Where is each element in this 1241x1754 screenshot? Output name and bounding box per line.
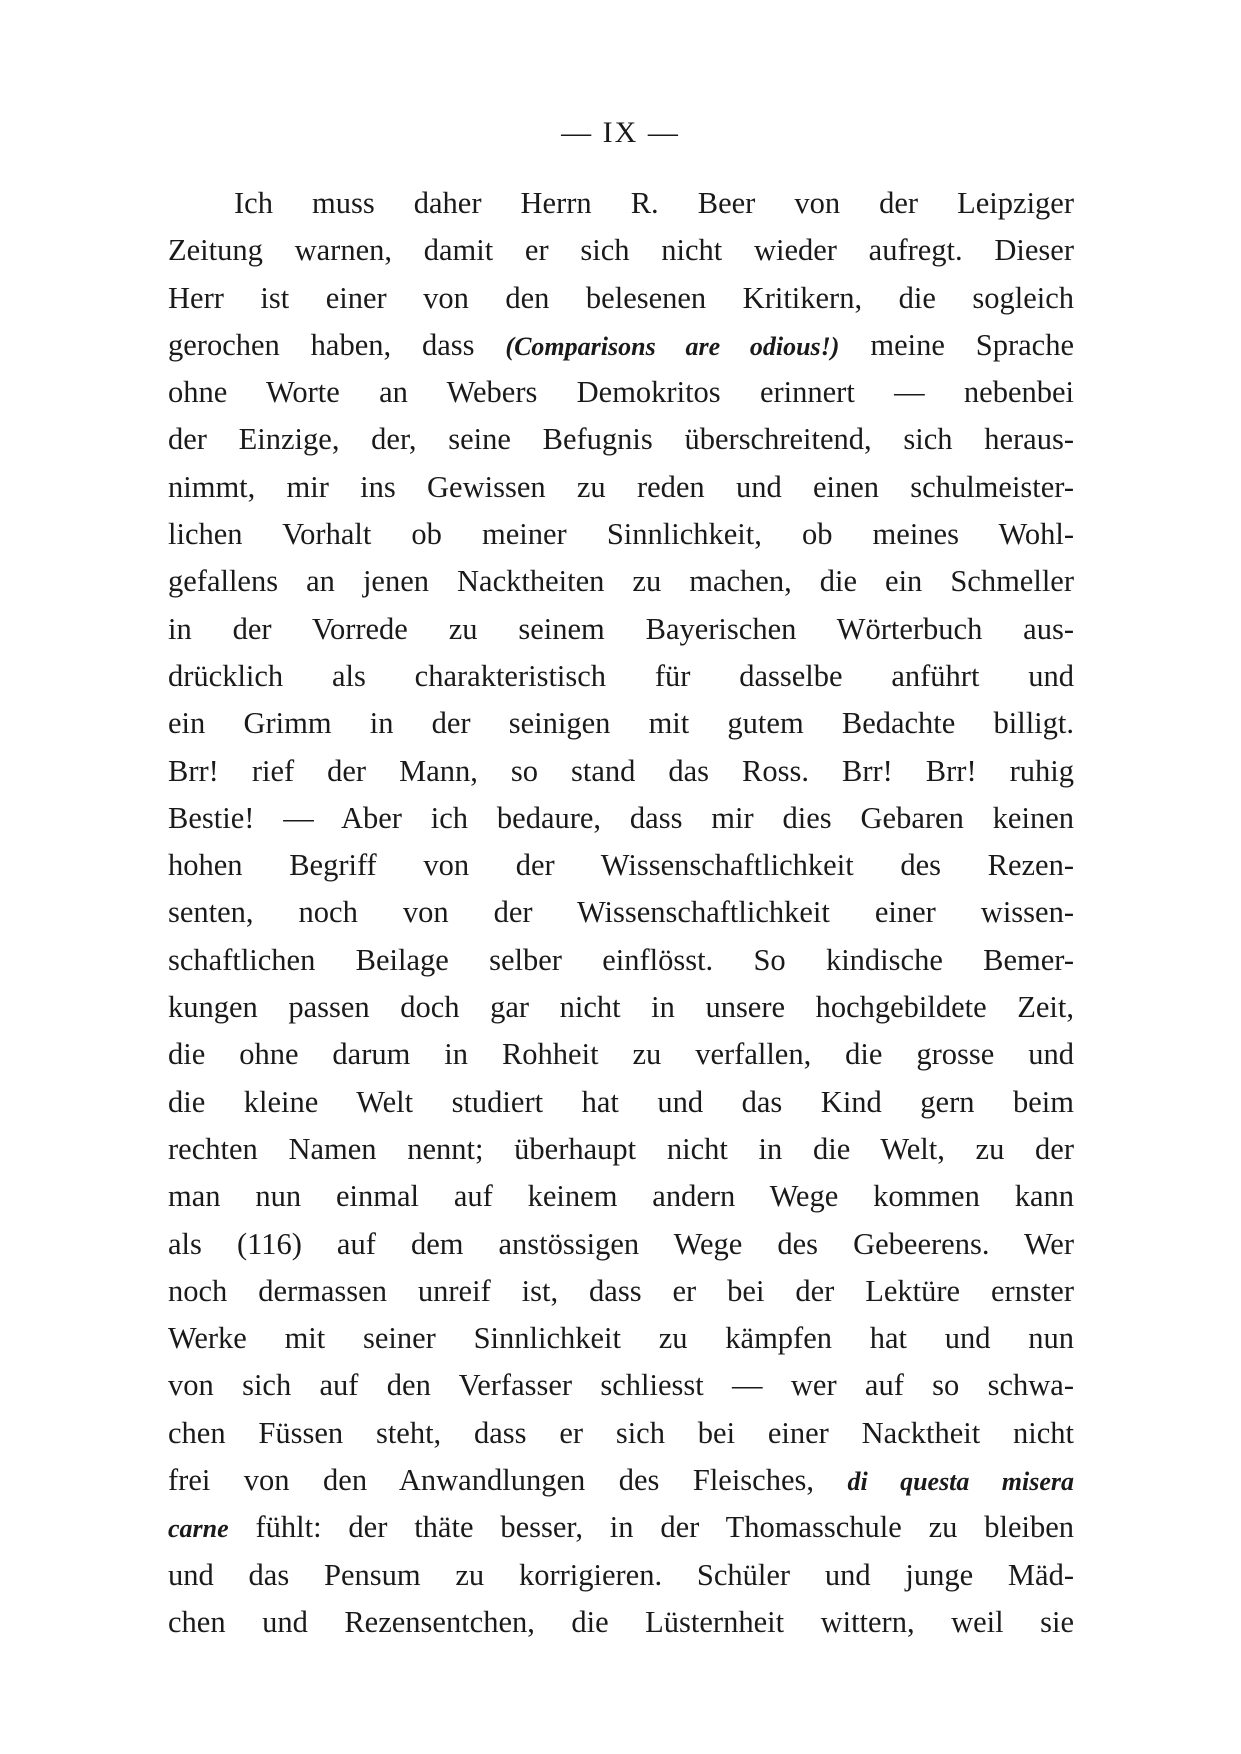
- page-number: — IX —: [561, 116, 680, 149]
- italic-phrase: carne: [168, 1514, 229, 1544]
- text-line: lichen Vorhalt ob meiner Sinnlichkeit, ob meines Wohl-: [168, 517, 1074, 552]
- text-line: die kleine Welt studiert hat und das Kind gern beim: [168, 1084, 1074, 1119]
- text-line: von sich auf den Verfasser schliesst — wer auf so schwa-: [168, 1368, 1074, 1403]
- text-line: die ohne darum in Rohheit zu verfallen, die grosse und: [168, 1037, 1074, 1072]
- text-line: ein Grimm in der seinigen mit gutem Bedachte billigt.: [168, 706, 1074, 741]
- text-line: Ich muss daher Herrn R. Beer von der Leipziger: [234, 186, 1074, 220]
- text-line: hohen Begriff von der Wissenschaftlichkeit des Rezen-: [168, 848, 1074, 883]
- italic-phrase: (Comparisons are odious!): [505, 331, 840, 361]
- text-line: ohne Worte an Webers Demokritos erinnert — nebenbei: [168, 375, 1074, 410]
- text-line: und das Pensum zu korrigieren. Schüler und junge Mäd-: [168, 1557, 1074, 1592]
- text-line: nimmt, mir ins Gewissen zu reden und einen schulmeister-: [168, 469, 1074, 504]
- text-line: in der Vorrede zu seinem Bayerischen Wörterbuch aus-: [168, 611, 1074, 646]
- text-line: schaftlichen Beilage selber einflösst. So kindische Bemer-: [168, 942, 1074, 977]
- italic-phrase: di questa misera: [847, 1467, 1074, 1497]
- text-line: frei von den Anwandlungen des Fleisches, di questa misera: [168, 1463, 1074, 1498]
- body-text: [168, 180, 1074, 1646]
- text-line: rechten Namen nennt; überhaupt nicht in die Welt, zu der: [168, 1131, 1074, 1166]
- text-line: carne fühlt: der thäte besser, in der Thomasschule zu bleiben: [168, 1510, 1074, 1545]
- text-line: noch dermassen unreif ist, dass er bei der Lektüre ernster: [168, 1273, 1074, 1308]
- text-line: gefallens an jenen Nacktheiten zu machen, die ein Schmeller: [168, 564, 1074, 599]
- text-line: der Einzige, der, seine Befugnis überschreitend, sich heraus-: [168, 422, 1074, 457]
- text-line: Zeitung warnen, damit er sich nicht wieder aufregt. Dieser: [168, 233, 1074, 268]
- text-line: chen Füssen steht, dass er sich bei einer Nacktheit nicht: [168, 1415, 1074, 1450]
- text-line: chen und Rezensentchen, die Lüsternheit wittern, weil sie: [168, 1604, 1074, 1639]
- text-line: Herr ist einer von den belesenen Kritikern, die sogleich: [168, 280, 1074, 315]
- text-line: drücklich als charakteristisch für dasselbe anführt und: [168, 658, 1074, 693]
- text-line: senten, noch von der Wissenschaftlichkeit einer wissen-: [168, 895, 1074, 930]
- text-line: man nun einmal auf keinem andern Wege kommen kann: [168, 1179, 1074, 1214]
- text-line: kungen passen doch gar nicht in unsere hochgebildete Zeit,: [168, 990, 1074, 1025]
- text-line: Brr! rief der Mann, so stand das Ross. Brr! Brr! ruhig: [168, 753, 1074, 788]
- text-line: Werke mit seiner Sinnlichkeit zu kämpfen hat und nun: [168, 1321, 1074, 1356]
- text-line: als (116) auf dem anstössigen Wege des Gebeerens. Wer: [168, 1226, 1074, 1261]
- text-line: Bestie! — Aber ich bedaure, dass mir dies Gebaren keinen: [168, 800, 1074, 835]
- text-line: gerochen haben, dass (Comparisons are odious!) meine Sprache: [168, 327, 1074, 362]
